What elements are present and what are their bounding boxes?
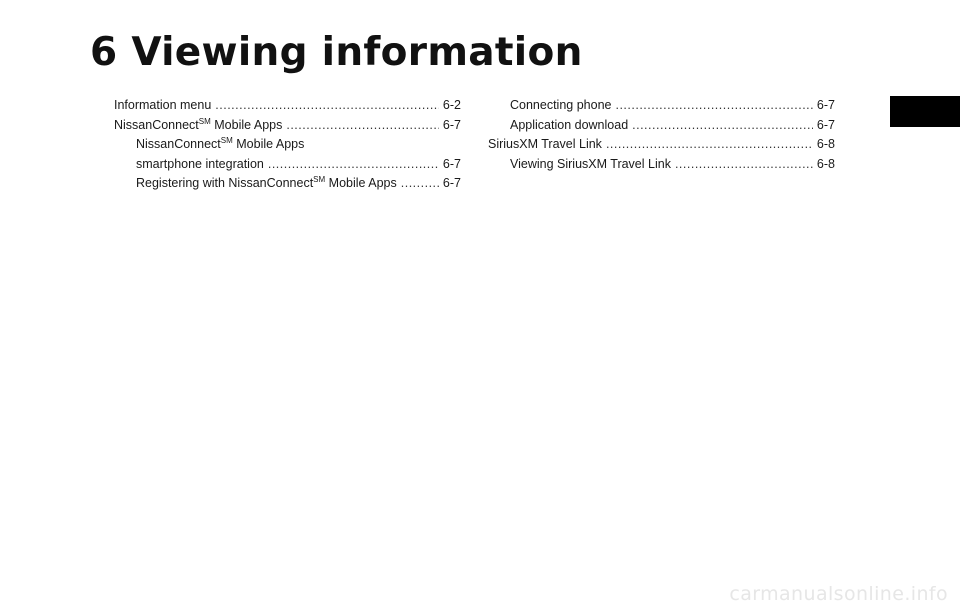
toc-entry-label: SiriusXM Travel Link — [488, 137, 602, 151]
toc-entry-viewing-siriusxm-travel-link[interactable] — [488, 155, 835, 175]
toc-entry-label: Connecting phone — [510, 98, 612, 112]
service-mark: SM — [313, 175, 326, 184]
toc-entry-label — [136, 174, 397, 194]
toc-entry-page: 6-8 — [816, 137, 835, 151]
toc-column-right — [488, 96, 835, 174]
toc-entry-label-text: Registering with NissanConnect — [136, 176, 314, 190]
toc-entry-page: 6-7 — [816, 98, 835, 112]
dot-leader — [615, 96, 812, 116]
toc-entry-smartphone-integration[interactable] — [114, 135, 461, 174]
service-mark: SM — [220, 136, 233, 145]
toc-entry-registering[interactable] — [114, 174, 461, 194]
service-mark: SM — [198, 116, 211, 126]
dot-leader — [215, 96, 439, 116]
toc-column-left — [114, 96, 461, 194]
dot-leader — [632, 116, 813, 136]
chapter-title: 6 Viewing information — [90, 30, 583, 75]
dot-leader — [286, 116, 439, 136]
dot-leader — [401, 174, 439, 194]
toc-entry-label — [114, 116, 282, 136]
dot-leader — [268, 155, 439, 175]
toc-entry-information-menu[interactable] — [114, 96, 461, 116]
toc-entry-nissanconnect-mobile-apps[interactable] — [114, 116, 461, 136]
toc-entry-label-line1 — [136, 135, 461, 155]
dot-leader — [675, 155, 813, 175]
toc-entry-label: Viewing SiriusXM Travel Link — [510, 156, 671, 171]
toc-entry-application-download[interactable] — [488, 116, 835, 136]
toc-entry-label-text-after: Mobile Apps — [214, 117, 283, 132]
toc-entry-page: 6-7 — [442, 156, 461, 171]
toc-entry-label: Information menu — [114, 98, 212, 112]
toc-entry-siriusxm-travel-link[interactable] — [488, 135, 835, 155]
toc-entry-label-line2 — [136, 155, 461, 175]
toc-entry-label-text: NissanConnect — [136, 137, 221, 151]
toc-entry-page: 6-7 — [442, 176, 461, 190]
toc-entry-label: smartphone integration — [136, 156, 264, 171]
toc-entry-label-text: NissanConnect — [114, 117, 199, 132]
toc-entry-label-text-after: Mobile Apps — [236, 137, 305, 151]
toc-entry-page: 6-7 — [442, 117, 461, 132]
toc-entry-connecting-phone[interactable] — [488, 96, 835, 116]
toc-entry-page: 6-8 — [816, 156, 835, 171]
watermark: carmanualsonline.info — [729, 583, 948, 605]
toc-entry-label: Application download — [510, 117, 629, 132]
toc-entry-label-text-after: Mobile Apps — [328, 176, 397, 190]
toc-entry-page: 6-7 — [816, 117, 835, 132]
dot-leader — [606, 135, 813, 155]
toc-entry-page: 6-2 — [442, 98, 461, 112]
chapter-tab-marker — [890, 96, 960, 127]
